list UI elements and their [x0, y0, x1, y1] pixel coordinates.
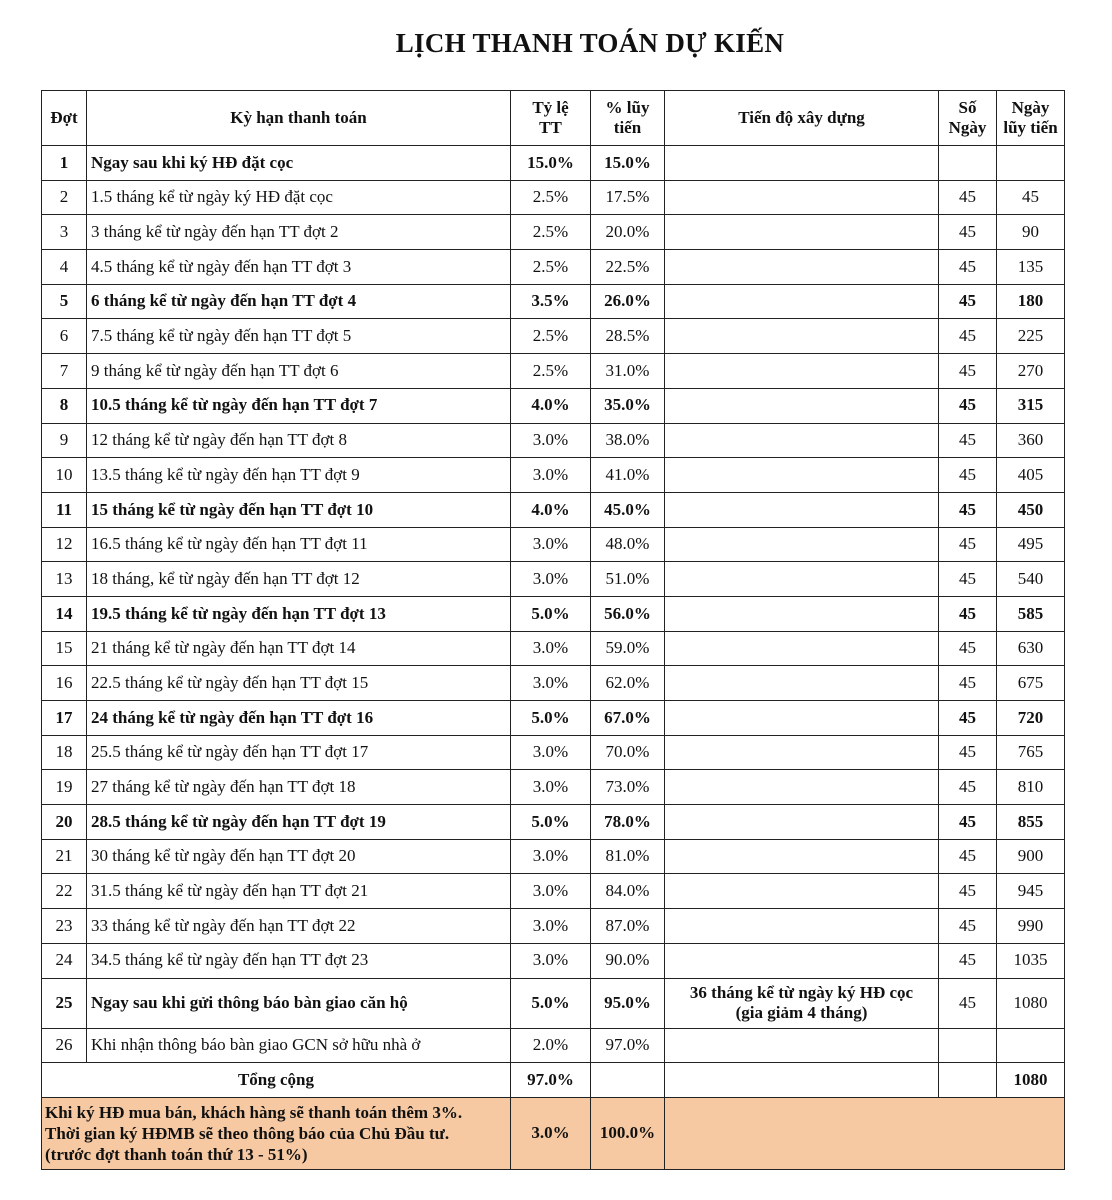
cell-so-ngay: 45 — [939, 319, 997, 354]
cell-ky-han: 22.5 tháng kể từ ngày đến hạn TT đợt 15 — [87, 666, 511, 701]
cell-ky-han: 10.5 tháng kể từ ngày đến hạn TT đợt 7 — [87, 388, 511, 423]
note-row — [42, 1097, 1065, 1169]
cell-ky-han: Khi nhận thông báo bàn giao GCN sở hữu nhà ở — [87, 1028, 511, 1063]
cell-so-ngay: 45 — [939, 458, 997, 493]
note-empty — [665, 1097, 1065, 1169]
cell-so-ngay: 45 — [939, 666, 997, 701]
cell-ty-le: 4.0% — [511, 492, 591, 527]
cell-luy-tien: 41.0% — [591, 458, 665, 493]
cell-so-ngay: 45 — [939, 874, 997, 909]
cell-ky-han: 27 tháng kể từ ngày đến hạn TT đợt 18 — [87, 770, 511, 805]
cell-ngay-luy-tien: 1035 — [997, 943, 1065, 978]
cell-dot: 2 — [42, 180, 87, 215]
cell-ngay-luy-tien: 450 — [997, 492, 1065, 527]
table-row — [42, 1028, 1065, 1063]
table-row — [42, 735, 1065, 770]
cell-so-ngay — [939, 1028, 997, 1063]
cell-ngay-luy-tien: 90 — [997, 215, 1065, 250]
cell-dot: 21 — [42, 839, 87, 874]
cell-so-ngay: 45 — [939, 631, 997, 666]
cell-so-ngay — [939, 146, 997, 181]
cell-ngay-luy-tien: 1080 — [997, 978, 1065, 1028]
tien-do-line2: (gia giảm 4 tháng) — [735, 1003, 868, 1022]
cell-ngay-luy-tien: 45 — [997, 180, 1065, 215]
cell-ngay-luy-tien: 720 — [997, 701, 1065, 736]
cell-dot: 17 — [42, 701, 87, 736]
cell-ty-le: 3.0% — [511, 770, 591, 805]
cell-tien-do — [665, 180, 939, 215]
cell-dot: 14 — [42, 596, 87, 631]
cell-dot: 13 — [42, 562, 87, 597]
cell-ngay-luy-tien: 675 — [997, 666, 1065, 701]
table-row — [42, 596, 1065, 631]
cell-luy-tien: 20.0% — [591, 215, 665, 250]
cell-dot: 23 — [42, 909, 87, 944]
cell-so-ngay: 45 — [939, 284, 997, 319]
table-row — [42, 180, 1065, 215]
cell-tien-do — [665, 631, 939, 666]
cell-so-ngay: 45 — [939, 735, 997, 770]
cell-ky-han: Ngay sau khi ký HĐ đặt cọc — [87, 146, 511, 181]
cell-luy-tien: 28.5% — [591, 319, 665, 354]
cell-luy-tien: 97.0% — [591, 1028, 665, 1063]
cell-ty-le: 3.0% — [511, 839, 591, 874]
cell-dot: 7 — [42, 354, 87, 389]
cell-tien-do — [665, 458, 939, 493]
table-row — [42, 805, 1065, 840]
cell-luy-tien: 78.0% — [591, 805, 665, 840]
cell-tien-do — [665, 943, 939, 978]
cell-ky-han: 28.5 tháng kể từ ngày đến hạn TT đợt 19 — [87, 805, 511, 840]
cell-tien-do — [665, 319, 939, 354]
cell-dot: 1 — [42, 146, 87, 181]
cell-ngay-luy-tien: 315 — [997, 388, 1065, 423]
cell-dot: 8 — [42, 388, 87, 423]
total-label: Tổng cộng — [42, 1063, 511, 1098]
cell-ty-le: 15.0% — [511, 146, 591, 181]
cell-ngay-luy-tien: 270 — [997, 354, 1065, 389]
cell-luy-tien: 38.0% — [591, 423, 665, 458]
cell-ky-han: 12 tháng kể từ ngày đến hạn TT đợt 8 — [87, 423, 511, 458]
table-row — [42, 527, 1065, 562]
cell-dot: 3 — [42, 215, 87, 250]
cell-ngay-luy-tien: 945 — [997, 874, 1065, 909]
cell-ngay-luy-tien: 225 — [997, 319, 1065, 354]
cell-tien-do — [665, 527, 939, 562]
cell-so-ngay: 45 — [939, 839, 997, 874]
cell-ky-han: 6 tháng kể từ ngày đến hạn TT đợt 4 — [87, 284, 511, 319]
cell-tien-do — [665, 805, 939, 840]
total-tien-do — [665, 1063, 939, 1098]
cell-dot: 22 — [42, 874, 87, 909]
cell-luy-tien: 31.0% — [591, 354, 665, 389]
cell-so-ngay: 45 — [939, 250, 997, 285]
cell-luy-tien: 26.0% — [591, 284, 665, 319]
cell-ngay-luy-tien: 180 — [997, 284, 1065, 319]
cell-ty-le: 2.5% — [511, 319, 591, 354]
note-line3: (trước đợt thanh toán thứ 13 - 51%) — [45, 1145, 308, 1164]
cell-ty-le: 3.0% — [511, 735, 591, 770]
cell-ngay-luy-tien: 495 — [997, 527, 1065, 562]
cell-so-ngay: 45 — [939, 943, 997, 978]
cell-tien-do — [665, 215, 939, 250]
cell-ky-han: 25.5 tháng kể từ ngày đến hạn TT đợt 17 — [87, 735, 511, 770]
cell-tien-do — [665, 423, 939, 458]
cell-ky-han: 13.5 tháng kể từ ngày đến hạn TT đợt 9 — [87, 458, 511, 493]
cell-ngay-luy-tien: 900 — [997, 839, 1065, 874]
table-row — [42, 423, 1065, 458]
cell-ty-le: 3.0% — [511, 666, 591, 701]
cell-ty-le: 5.0% — [511, 978, 591, 1028]
cell-ky-han: 16.5 tháng kể từ ngày đến hạn TT đợt 11 — [87, 527, 511, 562]
cell-ky-han: 24 tháng kể từ ngày đến hạn TT đợt 16 — [87, 701, 511, 736]
cell-luy-tien: 45.0% — [591, 492, 665, 527]
cell-ty-le: 3.0% — [511, 527, 591, 562]
cell-luy-tien: 62.0% — [591, 666, 665, 701]
cell-ngay-luy-tien: 855 — [997, 805, 1065, 840]
cell-luy-tien: 17.5% — [591, 180, 665, 215]
cell-ngay-luy-tien: 990 — [997, 909, 1065, 944]
cell-tien-do — [665, 874, 939, 909]
header-tien-do: Tiến độ xây dựng — [665, 91, 939, 146]
cell-tien-do — [665, 284, 939, 319]
cell-dot: 24 — [42, 943, 87, 978]
cell-dot: 9 — [42, 423, 87, 458]
header-luy-tien — [591, 91, 665, 146]
table-row — [42, 388, 1065, 423]
table-row — [42, 250, 1065, 285]
cell-ngay-luy-tien: 630 — [997, 631, 1065, 666]
table-row — [42, 215, 1065, 250]
cell-ky-han: 30 tháng kể từ ngày đến hạn TT đợt 20 — [87, 839, 511, 874]
header-ngay-luy-tien-line1: Ngày — [1011, 97, 1050, 117]
cell-so-ngay: 45 — [939, 423, 997, 458]
total-ngay-luy-tien: 1080 — [997, 1063, 1065, 1098]
cell-ky-han: 18 tháng, kể từ ngày đến hạn TT đợt 12 — [87, 562, 511, 597]
cell-so-ngay: 45 — [939, 215, 997, 250]
cell-ty-le: 4.0% — [511, 388, 591, 423]
cell-luy-tien: 70.0% — [591, 735, 665, 770]
header-luy-tien-line2: tiến — [613, 118, 642, 137]
cell-luy-tien: 48.0% — [591, 527, 665, 562]
cell-so-ngay: 45 — [939, 909, 997, 944]
cell-ty-le: 3.0% — [511, 909, 591, 944]
cell-ty-le: 3.0% — [511, 631, 591, 666]
cell-ky-han: 9 tháng kể từ ngày đến hạn TT đợt 6 — [87, 354, 511, 389]
header-so-ngay — [939, 91, 997, 146]
cell-so-ngay: 45 — [939, 527, 997, 562]
header-luy-tien-line1: % lũy — [605, 97, 650, 117]
cell-ky-han: 7.5 tháng kể từ ngày đến hạn TT đợt 5 — [87, 319, 511, 354]
cell-tien-do — [665, 701, 939, 736]
table-row — [42, 492, 1065, 527]
cell-tien-do — [665, 770, 939, 805]
cell-luy-tien: 35.0% — [591, 388, 665, 423]
header-dot: Đợt — [42, 91, 87, 146]
cell-dot: 26 — [42, 1028, 87, 1063]
cell-dot: 15 — [42, 631, 87, 666]
table-header-row — [42, 91, 1065, 146]
cell-so-ngay: 45 — [939, 770, 997, 805]
cell-so-ngay: 45 — [939, 354, 997, 389]
cell-ty-le: 2.5% — [511, 180, 591, 215]
cell-tien-do — [665, 388, 939, 423]
cell-tien-do — [665, 666, 939, 701]
cell-ty-le: 2.0% — [511, 1028, 591, 1063]
header-so-ngay-line2: Ngày — [948, 118, 987, 137]
header-ty-le-line1: Tỷ lệ — [532, 97, 569, 117]
tien-do-line1: 36 tháng kể từ ngày ký HĐ cọc — [689, 982, 914, 1002]
cell-luy-tien: 81.0% — [591, 839, 665, 874]
cell-dot: 18 — [42, 735, 87, 770]
cell-ty-le: 3.0% — [511, 562, 591, 597]
cell-tien-do — [665, 354, 939, 389]
table-row — [42, 839, 1065, 874]
note-line1: Khi ký HĐ mua bán, khách hàng sẽ thanh toán thêm 3%. — [45, 1102, 463, 1122]
cell-dot: 19 — [42, 770, 87, 805]
table-row — [42, 631, 1065, 666]
cell-dot: 6 — [42, 319, 87, 354]
payment-schedule-table — [41, 90, 1065, 1170]
cell-ky-han: 1.5 tháng kể từ ngày ký HĐ đặt cọc — [87, 180, 511, 215]
cell-dot: 5 — [42, 284, 87, 319]
cell-ty-le: 3.5% — [511, 284, 591, 319]
cell-luy-tien: 51.0% — [591, 562, 665, 597]
cell-so-ngay: 45 — [939, 388, 997, 423]
total-luy-tien — [591, 1063, 665, 1098]
table-row — [42, 770, 1065, 805]
cell-so-ngay: 45 — [939, 978, 997, 1028]
cell-tien-do — [665, 492, 939, 527]
header-so-ngay-line1: Số — [958, 97, 977, 117]
table-row — [42, 319, 1065, 354]
page-title: LỊCH THANH TOÁN DỰ KIẾN — [395, 28, 785, 58]
cell-ngay-luy-tien: 810 — [997, 770, 1065, 805]
table-row — [42, 701, 1065, 736]
cell-ky-han: Ngay sau khi gửi thông báo bàn giao căn hộ — [87, 978, 511, 1028]
header-ty-le-line2: TT — [539, 118, 562, 137]
cell-luy-tien: 84.0% — [591, 874, 665, 909]
cell-ngay-luy-tien: 405 — [997, 458, 1065, 493]
cell-luy-tien: 90.0% — [591, 943, 665, 978]
header-ty-le — [511, 91, 591, 146]
cell-luy-tien: 15.0% — [591, 146, 665, 181]
cell-dot: 11 — [42, 492, 87, 527]
cell-ky-han: 19.5 tháng kể từ ngày đến hạn TT đợt 13 — [87, 596, 511, 631]
table-row — [42, 562, 1065, 597]
table-row — [42, 666, 1065, 701]
cell-tien-do — [665, 909, 939, 944]
cell-tien-do — [665, 735, 939, 770]
header-ky-han: Kỳ hạn thanh toán — [87, 91, 511, 146]
header-ngay-luy-tien — [997, 91, 1065, 146]
cell-dot: 10 — [42, 458, 87, 493]
cell-luy-tien: 87.0% — [591, 909, 665, 944]
cell-ty-le: 2.5% — [511, 215, 591, 250]
cell-ky-han: 33 tháng kể từ ngày đến hạn TT đợt 22 — [87, 909, 511, 944]
cell-ngay-luy-tien: 360 — [997, 423, 1065, 458]
cell-ky-han: 34.5 tháng kể từ ngày đến hạn TT đợt 23 — [87, 943, 511, 978]
header-ngay-luy-tien-line2: lũy tiến — [1003, 118, 1058, 137]
cell-ngay-luy-tien: 540 — [997, 562, 1065, 597]
cell-so-ngay: 45 — [939, 492, 997, 527]
cell-tien-do — [665, 596, 939, 631]
cell-luy-tien: 95.0% — [591, 978, 665, 1028]
cell-ngay-luy-tien: 765 — [997, 735, 1065, 770]
cell-so-ngay: 45 — [939, 562, 997, 597]
cell-ty-le: 3.0% — [511, 423, 591, 458]
cell-luy-tien: 22.5% — [591, 250, 665, 285]
total-ty-le: 97.0% — [511, 1063, 591, 1098]
cell-tien-do — [665, 250, 939, 285]
cell-tien-do — [665, 146, 939, 181]
cell-ngay-luy-tien — [997, 1028, 1065, 1063]
cell-ty-le: 2.5% — [511, 354, 591, 389]
cell-ky-han: 21 tháng kể từ ngày đến hạn TT đợt 14 — [87, 631, 511, 666]
cell-luy-tien: 67.0% — [591, 701, 665, 736]
cell-dot: 16 — [42, 666, 87, 701]
cell-dot: 12 — [42, 527, 87, 562]
table-row — [42, 458, 1065, 493]
cell-tien-do — [665, 562, 939, 597]
cell-ty-le: 3.0% — [511, 943, 591, 978]
note-line2: Thời gian ký HĐMB sẽ theo thông báo của Chủ Đầu tư. — [45, 1123, 450, 1143]
cell-ngay-luy-tien: 135 — [997, 250, 1065, 285]
cell-ty-le: 5.0% — [511, 701, 591, 736]
note-luy-tien: 100.0% — [591, 1097, 665, 1169]
table-row — [42, 874, 1065, 909]
cell-dot: 25 — [42, 978, 87, 1028]
note-ty-le: 3.0% — [511, 1097, 591, 1169]
table-row — [42, 943, 1065, 978]
cell-tien-do — [665, 1028, 939, 1063]
cell-ky-han: 3 tháng kể từ ngày đến hạn TT đợt 2 — [87, 215, 511, 250]
cell-ty-le: 5.0% — [511, 596, 591, 631]
cell-so-ngay: 45 — [939, 180, 997, 215]
table-row — [42, 978, 1065, 1028]
cell-ky-han: 4.5 tháng kể từ ngày đến hạn TT đợt 3 — [87, 250, 511, 285]
cell-ky-han: 31.5 tháng kể từ ngày đến hạn TT đợt 21 — [87, 874, 511, 909]
table-row — [42, 284, 1065, 319]
cell-dot: 4 — [42, 250, 87, 285]
cell-so-ngay: 45 — [939, 596, 997, 631]
table-row — [42, 909, 1065, 944]
cell-ty-le: 3.0% — [511, 458, 591, 493]
cell-tien-do — [665, 978, 939, 1028]
cell-ngay-luy-tien — [997, 146, 1065, 181]
cell-ty-le: 3.0% — [511, 874, 591, 909]
cell-tien-do — [665, 839, 939, 874]
cell-ty-le: 5.0% — [511, 805, 591, 840]
cell-dot: 20 — [42, 805, 87, 840]
total-row — [42, 1063, 1065, 1098]
note-text — [42, 1097, 511, 1169]
cell-so-ngay: 45 — [939, 805, 997, 840]
cell-luy-tien: 56.0% — [591, 596, 665, 631]
table-row — [42, 354, 1065, 389]
cell-luy-tien: 73.0% — [591, 770, 665, 805]
cell-ky-han: 15 tháng kể từ ngày đến hạn TT đợt 10 — [87, 492, 511, 527]
cell-so-ngay: 45 — [939, 701, 997, 736]
total-so-ngay — [939, 1063, 997, 1098]
table-row — [42, 146, 1065, 181]
cell-ty-le: 2.5% — [511, 250, 591, 285]
cell-ngay-luy-tien: 585 — [997, 596, 1065, 631]
cell-luy-tien: 59.0% — [591, 631, 665, 666]
